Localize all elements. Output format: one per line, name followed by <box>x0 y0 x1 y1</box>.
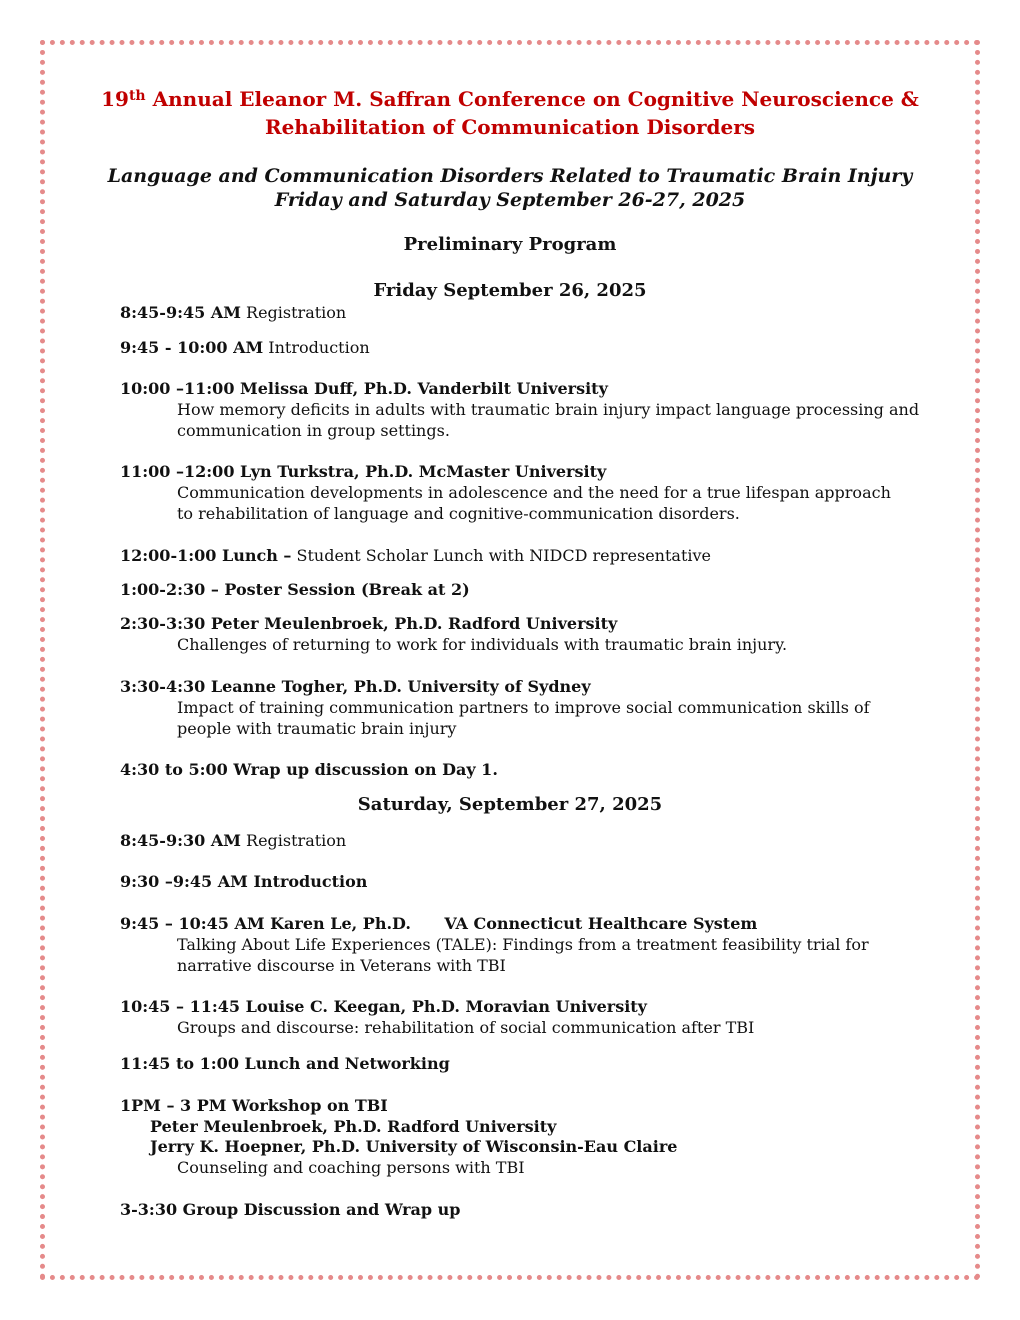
friday-wrapup <box>120 759 940 780</box>
saturday-closing <box>120 1199 940 1220</box>
friday-registration <box>120 302 940 323</box>
conference-title-line1 <box>60 86 960 116</box>
friday-talk3-header-text: 2:30-3:30 Peter Meulenbroek, Ph.D. Radford University <box>120 614 618 633</box>
conference-title-line2: Rehabilitation of Communication Disorders <box>264 115 756 139</box>
saturday-closing-text: 3-3:30 Group Discussion and Wrap up <box>120 1200 461 1219</box>
friday-talk4-header <box>120 676 940 697</box>
workshop-speaker-2: Jerry K. Hoepner, Ph.D. University of Wisconsin-Eau Claire <box>150 1137 678 1156</box>
friday-talk1-header-text: 10:00 –11:00 Melissa Duff, Ph.D. Vanderbilt University <box>120 379 608 398</box>
saturday-lunch-text: 11:45 to 1:00 Lunch and Networking <box>120 1054 450 1073</box>
saturday-heading: Saturday, September 27, 2025 <box>357 794 663 815</box>
program-label: Preliminary Program <box>403 234 617 255</box>
saturday-lunch <box>120 1053 940 1074</box>
friday-wrapup-text: 4:30 to 5:00 Wrap up discussion on Day 1. <box>120 760 498 779</box>
friday-registration-text: Registration <box>240 303 347 322</box>
saturday-introduction <box>120 871 940 892</box>
friday-talk2-header <box>120 461 940 482</box>
saturday-workshop-header <box>120 1095 940 1116</box>
friday-talk1-description: How memory deficits in adults with traumatic brain injury impact language processing and communication in group settings. <box>177 400 920 440</box>
saturday-intro-text: 9:30 –9:45 AM Introduction <box>120 872 368 891</box>
saturday-talk2-description: Groups and discourse: rehabilitation of social communication after TBI <box>177 1018 755 1037</box>
friday-registration-time: 8:45-9:45 AM <box>120 303 241 322</box>
friday-talk3-header <box>120 613 940 634</box>
friday-introduction <box>120 337 940 358</box>
saturday-talk1-description: Talking About Life Experiences (TALE): Findings from a treatment feasibility trial for narrative discourse in Veterans with TBI <box>177 935 869 975</box>
friday-poster-session <box>120 579 940 600</box>
saturday-registration-time: 8:45-9:30 AM <box>120 831 241 850</box>
saturday-workshop-header-text: 1PM – 3 PM Workshop on TBI <box>120 1096 388 1115</box>
friday-talk2-description: Communication developments in adolescence and the need for a true lifespan approach to rehabilitation of language and cognitive-communication disorders. <box>177 483 891 523</box>
title-ordinal: 19 <box>101 87 129 111</box>
friday-heading: Friday September 26, 2025 <box>373 280 647 301</box>
title-ordinal-suffix: th <box>128 88 146 104</box>
friday-talk4-description: Impact of training communication partners to improve social communication skills of people with traumatic brain injury <box>177 698 870 738</box>
saturday-talk1-header <box>120 913 940 934</box>
saturday-registration-text: Registration <box>240 831 347 850</box>
friday-talk2-header-text: 11:00 –12:00 Lyn Turkstra, Ph.D. McMaster University <box>120 462 607 481</box>
friday-lunch <box>120 545 940 566</box>
title-line1-text: Annual Eleanor M. Saffran Conference on Cognitive Neuroscience & <box>145 87 919 111</box>
friday-intro-time: 9:45 - 10:00 AM <box>120 338 264 357</box>
friday-talk3-description: Challenges of returning to work for individuals with traumatic brain injury. <box>177 635 788 654</box>
saturday-registration <box>120 830 940 851</box>
workshop-speaker-1: Peter Meulenbroek, Ph.D. Radford University <box>150 1117 557 1136</box>
saturday-talk1-header-text: 9:45 – 10:45 AM Karen Le, Ph.D. VA Connecticut Healthcare System <box>120 914 758 933</box>
conference-theme: Language and Communication Disorders Related to Traumatic Brain Injury <box>107 165 913 187</box>
friday-talk4-header-text: 3:30-4:30 Leanne Togher, Ph.D. University of Sydney <box>120 677 591 696</box>
friday-poster-text: 1:00-2:30 – Poster Session (Break at 2) <box>120 580 470 599</box>
saturday-talk2-header-text: 10:45 – 11:45 Louise C. Keegan, Ph.D. Moravian University <box>120 997 647 1016</box>
friday-lunch-time: 12:00-1:00 Lunch – <box>120 546 292 565</box>
friday-intro-text: Introduction <box>263 338 370 357</box>
conference-dates: Friday and Saturday September 26-27, 2025 <box>274 189 746 211</box>
workshop-description: Counseling and coaching persons with TBI <box>177 1158 525 1177</box>
friday-lunch-text: Student Scholar Lunch with NIDCD representative <box>291 546 711 565</box>
saturday-talk2-header <box>120 996 940 1017</box>
friday-talk1-header <box>120 378 940 399</box>
